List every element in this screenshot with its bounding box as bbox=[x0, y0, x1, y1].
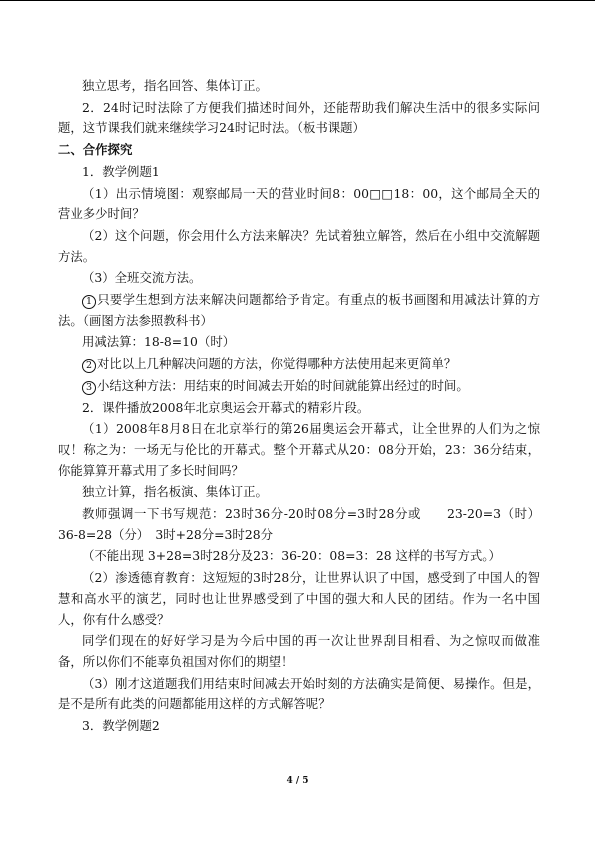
subheading: 2．课件播放2008年北京奥运会开幕式的精彩片段。 bbox=[82, 399, 370, 415]
paragraph: 教师强调一下书写规范：23时36分-20时08分=3时28分或 23-20=3（时）36-8=28（分） 3时+28分=3时28分 bbox=[58, 506, 540, 542]
paragraph: 3 小结这种方法：用结束的时间减去开始的时间就能算出经过的时间。 bbox=[58, 376, 540, 397]
paragraph: （2）这个问题，你会用什么方法来解决？先试着独立解答，然后在小组中交流解题方法。 bbox=[58, 227, 540, 264]
circled-number: 2 bbox=[82, 359, 96, 373]
paragraph: （1）出示情境图：观察邮局一天的营业时间8：00□□18：00，这个邮局全天的营业多少时间？ bbox=[58, 185, 540, 222]
paragraph: （3）刚才这道题我们用结束时间减去开始时刻的方法确实是简便、易操作。但是，是不是所有此类的问题都能用这样的方式解答呢？ bbox=[58, 675, 540, 712]
circled-number: 1 bbox=[82, 295, 96, 309]
paragraph: 独立思考，指名回答、集体订正。 bbox=[82, 78, 268, 93]
paragraph: （2）渗透德育教育：这短短的3时28分，让世界认识了中国，感受到了中国人的智慧和高水平的演艺，同时也让世界感受到了中国的强大和人民的团结。作为一名中国人，你有什么感受？ bbox=[58, 570, 540, 627]
circled-number: 3 bbox=[82, 381, 96, 395]
header-rule bbox=[0, 0, 595, 1]
paragraph: 2．24时记时法除了方便我们描述时间外，还能帮助我们解决生活中的很多实际问题，这节课我们就来继续学习24时记时法。（板书课题） bbox=[58, 99, 540, 136]
paragraph: （不能出现 3+28=3时28分及23：36-20：08=3：28 这样的书写方式。） bbox=[82, 548, 501, 564]
paragraph: （3）全班交流方法。 bbox=[82, 270, 202, 286]
paragraph: 用减法算：18-8=10（时） bbox=[82, 334, 236, 350]
paragraph: 同学们现在的好好学习是为今后中国的再一次让世界刮目相看、为之惊叹而做准备，所以你们不能辜负祖国对你们的期望！ bbox=[58, 633, 540, 669]
paragraph: （1）2008年8月8日在北京举行的第26届奥运会开幕式，让全世界的人们为之惊叹！称之为：一场无与伦比的开幕式。整个开幕式从20：08分开始，23：36分结束，你能算算开幕式用了多长时间吗？ bbox=[58, 421, 540, 478]
document-body bbox=[58, 76, 540, 738]
paragraph: 1 只要学生想到方法来解决问题都给予肯定。有重点的板书画图和用减法计算的方法。（画图方法参照教科书） bbox=[58, 292, 540, 328]
subheading: 1．教学例题1 bbox=[82, 163, 160, 179]
section-heading: 二、合作探究 bbox=[58, 142, 133, 158]
paragraph: 独立计算，指名板演、集体订正。 bbox=[82, 484, 268, 500]
page-number: 4 / 5 bbox=[286, 776, 309, 786]
paragraph: 2 对比以上几种解决问题的方法，你觉得哪种方法使用起来更简单？ bbox=[58, 354, 540, 375]
subheading: 3．教学例题2 bbox=[82, 718, 160, 734]
